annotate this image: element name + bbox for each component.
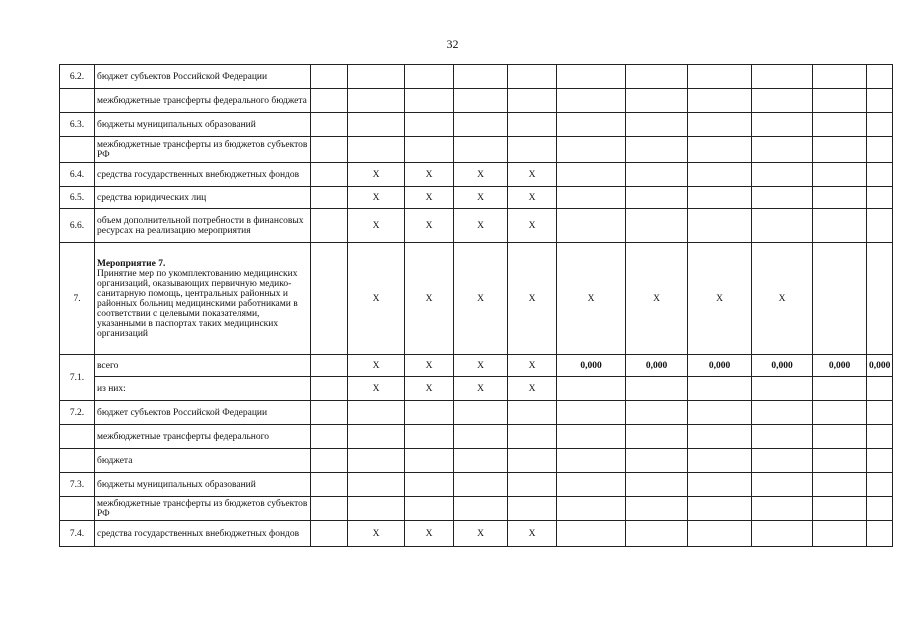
value-cell: X: [508, 163, 557, 187]
value-cell: [752, 473, 813, 497]
row-number: [60, 449, 95, 473]
value-cell: X: [348, 187, 405, 209]
value-cell: [508, 497, 557, 521]
row-number: [60, 89, 95, 113]
value-cell: [813, 473, 867, 497]
blank-cell: [311, 425, 348, 449]
value-cell: [557, 497, 626, 521]
value-cell: 0,000: [752, 355, 813, 377]
row-number: [60, 425, 95, 449]
blank-cell: [311, 401, 348, 425]
value-cell: [688, 497, 752, 521]
value-cell: [626, 209, 688, 243]
value-cell: 0,000: [813, 355, 867, 377]
value-cell: X: [405, 187, 454, 209]
value-cell: [454, 65, 508, 89]
blank-cell: [311, 113, 348, 137]
value-cell: [557, 521, 626, 547]
value-cell: [813, 187, 867, 209]
value-cell: [557, 401, 626, 425]
value-cell: [454, 137, 508, 163]
measure-title: Мероприятие 7.: [97, 258, 166, 269]
value-cell: [867, 401, 893, 425]
value-cell: X: [752, 243, 813, 355]
value-cell: [867, 113, 893, 137]
blank-cell: [311, 137, 348, 163]
value-cell: [508, 89, 557, 113]
table-row: [60, 377, 893, 401]
value-cell: X: [405, 521, 454, 547]
value-cell: [867, 137, 893, 163]
value-cell: [626, 89, 688, 113]
value-cell: [348, 425, 405, 449]
value-cell: [867, 497, 893, 521]
value-cell: [508, 449, 557, 473]
value-cell: [688, 449, 752, 473]
value-cell: [626, 187, 688, 209]
value-cell: [813, 425, 867, 449]
table-row: [60, 89, 893, 113]
blank-cell: [311, 209, 348, 243]
value-cell: [348, 65, 405, 89]
value-cell: [557, 89, 626, 113]
row-number: 7.2.: [60, 401, 95, 425]
value-cell: X: [508, 209, 557, 243]
row-description: межбюджетные трансферты федерального бюджета: [95, 89, 311, 113]
value-cell: [752, 521, 813, 547]
blank-cell: [311, 187, 348, 209]
value-cell: [752, 401, 813, 425]
value-cell: [626, 65, 688, 89]
blank-cell: [311, 497, 348, 521]
value-cell: [405, 137, 454, 163]
value-cell: [688, 377, 752, 401]
value-cell: [454, 401, 508, 425]
value-cell: [454, 473, 508, 497]
value-cell: [867, 65, 893, 89]
value-cell: [688, 137, 752, 163]
value-cell: [813, 137, 867, 163]
value-cell: [867, 425, 893, 449]
row-number: 6.6.: [60, 209, 95, 243]
value-cell: [557, 187, 626, 209]
value-cell: [867, 521, 893, 547]
value-cell: [626, 425, 688, 449]
row-description: бюджеты муниципальных образований: [95, 473, 311, 497]
table-row: [60, 137, 893, 163]
value-cell: [557, 473, 626, 497]
value-cell: [348, 497, 405, 521]
blank-cell: [311, 473, 348, 497]
table-row: [60, 521, 893, 547]
value-cell: [813, 243, 867, 355]
value-cell: 0,000: [688, 355, 752, 377]
measure-text: Принятие мер по укомплектованию медицинских организаций, оказывающих первичную медико-санитарную помощь, центральных районных и районных больниц медицинскими работниками в соответствии с целевыми показателями, указанными в паспортах таких медицинских организаций: [97, 268, 298, 339]
row-number: 6.5.: [60, 187, 95, 209]
value-cell: [557, 113, 626, 137]
value-cell: [405, 473, 454, 497]
value-cell: [867, 163, 893, 187]
value-cell: X: [508, 377, 557, 401]
row-number: [60, 137, 95, 163]
value-cell: [867, 243, 893, 355]
value-cell: [508, 425, 557, 449]
row-number: 7.4.: [60, 521, 95, 547]
value-cell: [867, 89, 893, 113]
row-description: [95, 243, 311, 355]
table-row: [60, 497, 893, 521]
row-description: межбюджетные трансферты из бюджетов субъектов РФ: [95, 497, 311, 521]
row-description: межбюджетные трансферты федерального: [95, 425, 311, 449]
value-cell: [752, 163, 813, 187]
row-description: объем дополнительной потребности в финансовых ресурсах на реализацию мероприятия: [95, 209, 311, 243]
table-row: [60, 209, 893, 243]
value-cell: X: [405, 209, 454, 243]
row-number: 6.4.: [60, 163, 95, 187]
value-cell: X: [454, 209, 508, 243]
value-cell: [813, 209, 867, 243]
value-cell: [348, 401, 405, 425]
value-cell: [752, 497, 813, 521]
value-cell: [508, 473, 557, 497]
value-cell: 0,000: [626, 355, 688, 377]
value-cell: [626, 137, 688, 163]
value-cell: X: [508, 521, 557, 547]
value-cell: X: [454, 355, 508, 377]
value-cell: X: [348, 209, 405, 243]
value-cell: [626, 521, 688, 547]
value-cell: [626, 449, 688, 473]
value-cell: [405, 449, 454, 473]
page-number: 32: [446, 37, 459, 51]
table-row: [60, 473, 893, 497]
value-cell: X: [405, 243, 454, 355]
row-description: бюджет субъектов Российской Федерации: [95, 401, 311, 425]
value-cell: [813, 89, 867, 113]
row-number: [60, 497, 95, 521]
table-row: [60, 401, 893, 425]
value-cell: X: [454, 377, 508, 401]
table-row: [60, 113, 893, 137]
value-cell: [752, 89, 813, 113]
value-cell: [813, 163, 867, 187]
table-row: [60, 163, 893, 187]
value-cell: 0,000: [867, 355, 893, 377]
value-cell: [508, 65, 557, 89]
row-description: всего: [95, 355, 311, 377]
value-cell: [626, 497, 688, 521]
row-description: средства государственных внебюджетных фондов: [95, 521, 311, 547]
value-cell: [454, 449, 508, 473]
value-cell: [454, 113, 508, 137]
value-cell: [813, 401, 867, 425]
value-cell: X: [508, 243, 557, 355]
value-cell: X: [405, 377, 454, 401]
value-cell: [688, 521, 752, 547]
value-cell: 0,000: [557, 355, 626, 377]
row-number: 6.3.: [60, 113, 95, 137]
value-cell: X: [508, 187, 557, 209]
value-cell: [557, 377, 626, 401]
value-cell: [405, 401, 454, 425]
value-cell: [348, 449, 405, 473]
value-cell: [557, 425, 626, 449]
value-cell: [867, 209, 893, 243]
value-cell: [752, 113, 813, 137]
value-cell: [557, 209, 626, 243]
budget-table: [59, 64, 893, 547]
value-cell: X: [405, 355, 454, 377]
blank-cell: [311, 89, 348, 113]
value-cell: [688, 425, 752, 449]
value-cell: [813, 377, 867, 401]
blank-cell: [311, 65, 348, 89]
table-row: [60, 65, 893, 89]
value-cell: X: [348, 243, 405, 355]
blank-cell: [311, 355, 348, 377]
value-cell: X: [348, 521, 405, 547]
table-row: [60, 355, 893, 377]
row-number: 7.3.: [60, 473, 95, 497]
value-cell: X: [348, 355, 405, 377]
row-number: 7.: [60, 243, 95, 355]
blank-cell: [311, 243, 348, 355]
value-cell: [813, 65, 867, 89]
row-number: 7.1.: [60, 355, 95, 401]
value-cell: [626, 163, 688, 187]
row-description: бюджеты муниципальных образований: [95, 113, 311, 137]
blank-cell: [311, 163, 348, 187]
value-cell: [688, 401, 752, 425]
value-cell: [348, 89, 405, 113]
value-cell: [752, 187, 813, 209]
row-description: средства юридических лиц: [95, 187, 311, 209]
value-cell: [752, 137, 813, 163]
value-cell: X: [557, 243, 626, 355]
blank-cell: [311, 377, 348, 401]
table-row: [60, 243, 893, 355]
value-cell: [626, 401, 688, 425]
value-cell: [626, 113, 688, 137]
value-cell: [752, 425, 813, 449]
value-cell: [405, 65, 454, 89]
value-cell: X: [626, 243, 688, 355]
value-cell: [454, 497, 508, 521]
row-number: 6.2.: [60, 65, 95, 89]
value-cell: [867, 187, 893, 209]
value-cell: [752, 209, 813, 243]
value-cell: [688, 89, 752, 113]
value-cell: [557, 137, 626, 163]
value-cell: [813, 521, 867, 547]
value-cell: X: [508, 355, 557, 377]
value-cell: [405, 425, 454, 449]
value-cell: [405, 497, 454, 521]
value-cell: [688, 65, 752, 89]
value-cell: [813, 113, 867, 137]
value-cell: [626, 473, 688, 497]
value-cell: [867, 473, 893, 497]
value-cell: [752, 449, 813, 473]
value-cell: [348, 473, 405, 497]
value-cell: [688, 113, 752, 137]
value-cell: X: [454, 187, 508, 209]
value-cell: [813, 449, 867, 473]
value-cell: [752, 65, 813, 89]
blank-cell: [311, 521, 348, 547]
value-cell: [626, 377, 688, 401]
value-cell: [348, 137, 405, 163]
row-description: бюджет субъектов Российской Федерации: [95, 65, 311, 89]
value-cell: X: [454, 243, 508, 355]
table-row: [60, 187, 893, 209]
value-cell: [405, 89, 454, 113]
value-cell: [688, 473, 752, 497]
row-description: бюджета: [95, 449, 311, 473]
value-cell: [688, 187, 752, 209]
row-description: средства государственных внебюджетных фондов: [95, 163, 311, 187]
value-cell: [867, 377, 893, 401]
value-cell: [508, 401, 557, 425]
blank-cell: [311, 449, 348, 473]
value-cell: [813, 497, 867, 521]
value-cell: X: [454, 163, 508, 187]
value-cell: X: [688, 243, 752, 355]
value-cell: X: [405, 163, 454, 187]
value-cell: [348, 113, 405, 137]
value-cell: [405, 113, 454, 137]
value-cell: X: [454, 521, 508, 547]
row-description: межбюджетные трансферты из бюджетов субъектов РФ: [95, 137, 311, 163]
value-cell: [508, 137, 557, 163]
table-row: [60, 425, 893, 449]
value-cell: [557, 163, 626, 187]
value-cell: [867, 449, 893, 473]
row-description: из них:: [95, 377, 311, 401]
value-cell: X: [348, 163, 405, 187]
value-cell: X: [348, 377, 405, 401]
value-cell: [454, 89, 508, 113]
table-row: [60, 449, 893, 473]
value-cell: [688, 209, 752, 243]
value-cell: [688, 163, 752, 187]
value-cell: [557, 449, 626, 473]
value-cell: [454, 425, 508, 449]
value-cell: [508, 113, 557, 137]
value-cell: [557, 65, 626, 89]
value-cell: [752, 377, 813, 401]
